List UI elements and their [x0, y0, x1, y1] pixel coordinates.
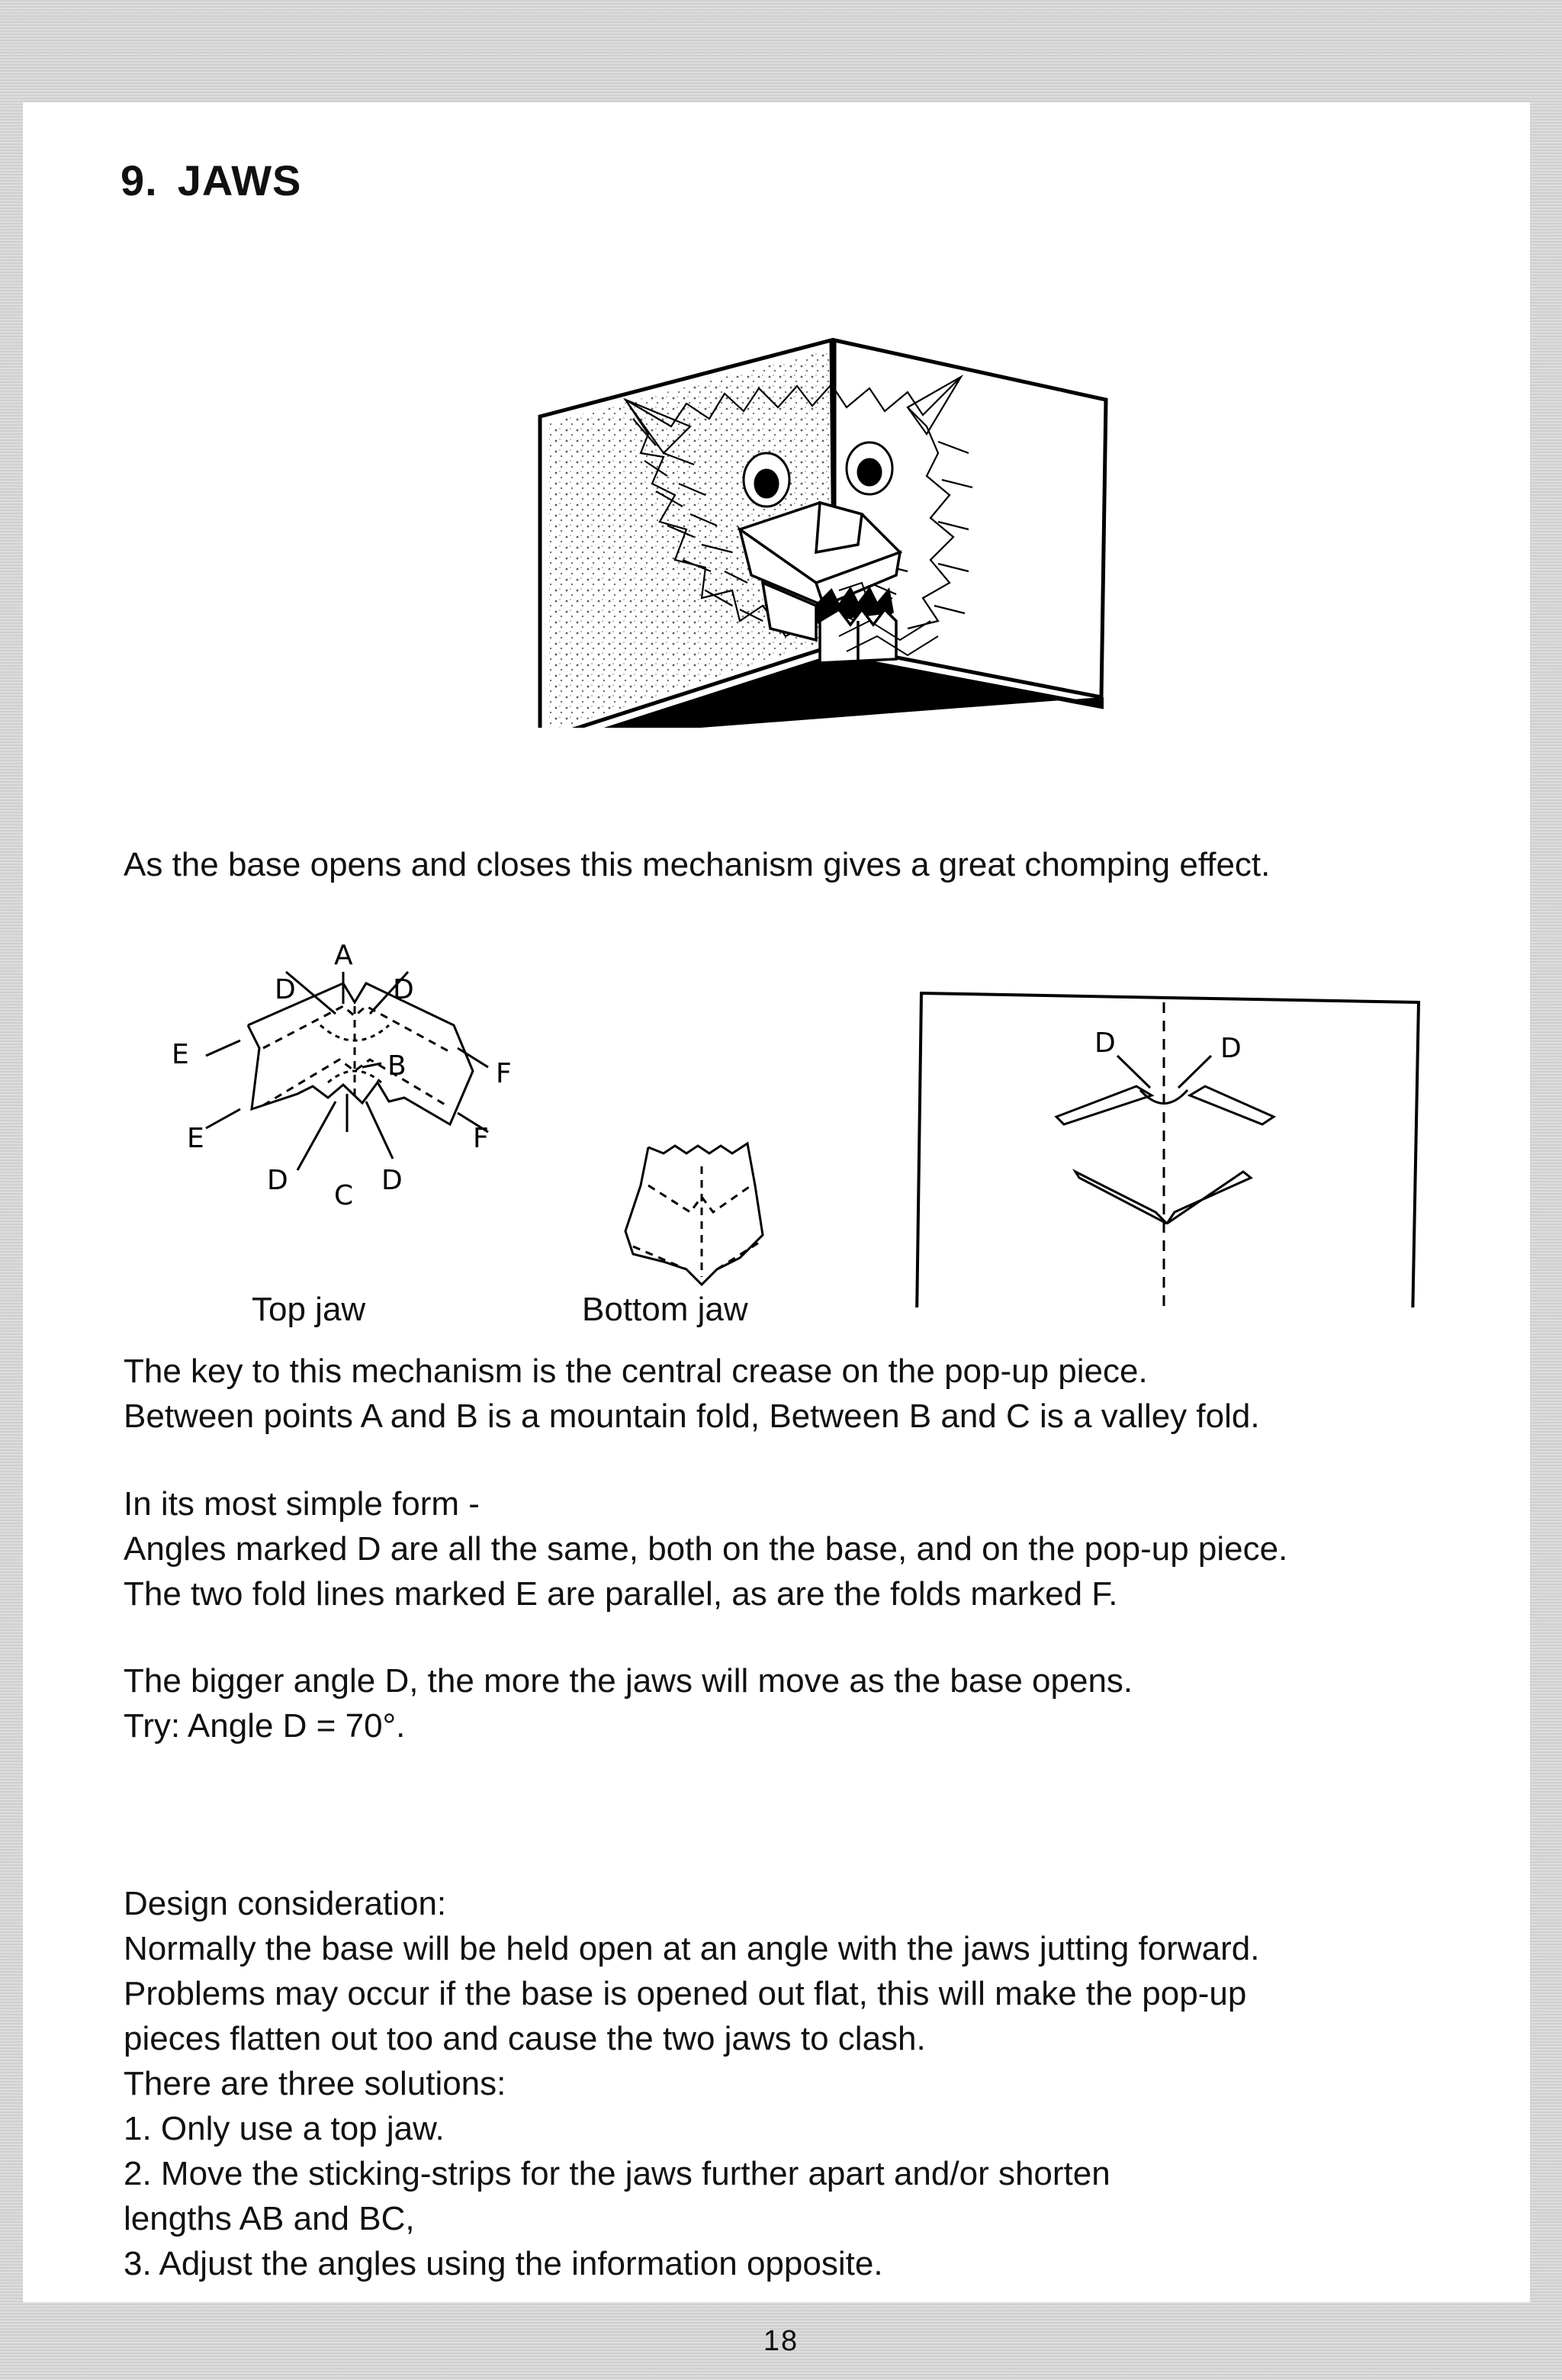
base-diagram [892, 926, 1426, 1307]
text-line: The bigger angle D, the more the jaws will move as the base opens. [124, 1662, 1133, 1700]
caption-bottom-jaw: Bottom jaw [582, 1291, 748, 1328]
simple-form-paragraph [124, 1481, 1474, 1616]
text-line: Normally the base will be held open at an angle with the jaws jutting forward. [124, 1930, 1260, 1967]
label-d: D [1220, 1033, 1242, 1064]
page-number: 18 [763, 2325, 799, 2357]
text-line: Problems may occur if the base is opened out flat, this will make the pop-up [124, 1975, 1247, 2012]
label-f: F [496, 1058, 512, 1089]
text-line: pieces flatten out too and cause the two jaws to clash. [124, 2020, 926, 2057]
top-jaw-diagram [137, 926, 580, 1292]
label-a: A [334, 940, 353, 971]
design-consideration-paragraph [124, 1881, 1474, 2286]
list-item: 3. Adjust the angles using the information opposite. [124, 2245, 883, 2282]
section-title: JAWS [177, 156, 302, 204]
intro-text: As the base opens and closes this mechanism gives a great chomping effect. [124, 846, 1271, 883]
label-b: B [387, 1050, 407, 1082]
text-line: There are three solutions: [124, 2065, 506, 2102]
text-line: The key to this mechanism is the central crease on the pop-up piece. [124, 1352, 1148, 1390]
label-d: D [393, 974, 414, 1005]
section-number: 9. [121, 156, 158, 204]
text-line: lengths AB and BC, [124, 2200, 415, 2237]
label-e: E [172, 1039, 189, 1070]
text-line: Try: Angle D = 70°. [124, 1707, 406, 1745]
text-line: Angles marked D are all the same, both on the base, and on the pop-up piece. [124, 1530, 1288, 1568]
label-e: E [187, 1123, 204, 1154]
label-d: D [1094, 1028, 1116, 1059]
key-paragraph [124, 1349, 1474, 1439]
angle-note-paragraph [124, 1658, 1474, 1748]
label-f: F [473, 1123, 489, 1154]
text-line: The two fold lines marked E are parallel, as are the folds marked F. [124, 1575, 1118, 1613]
monster-popup-illustration [511, 224, 1121, 728]
list-item: 1. Only use a top jaw. [124, 2110, 445, 2147]
page-sheet [23, 102, 1530, 2302]
list-item: 2. Move the sticking-strips for the jaws further apart and/or shorten [124, 2155, 1110, 2192]
text-line: In its most simple form - [124, 1485, 480, 1523]
caption-top-jaw: Top jaw [252, 1291, 366, 1328]
label-c: C [334, 1180, 354, 1211]
label-d: D [275, 974, 296, 1005]
text-line: Design consideration: [124, 1885, 447, 1922]
label-d: D [381, 1165, 403, 1196]
text-line: Between points A and B is a mountain fold, Between B and C is a valley fold. [124, 1397, 1260, 1435]
section-heading [121, 156, 301, 205]
label-d: D [267, 1165, 288, 1196]
